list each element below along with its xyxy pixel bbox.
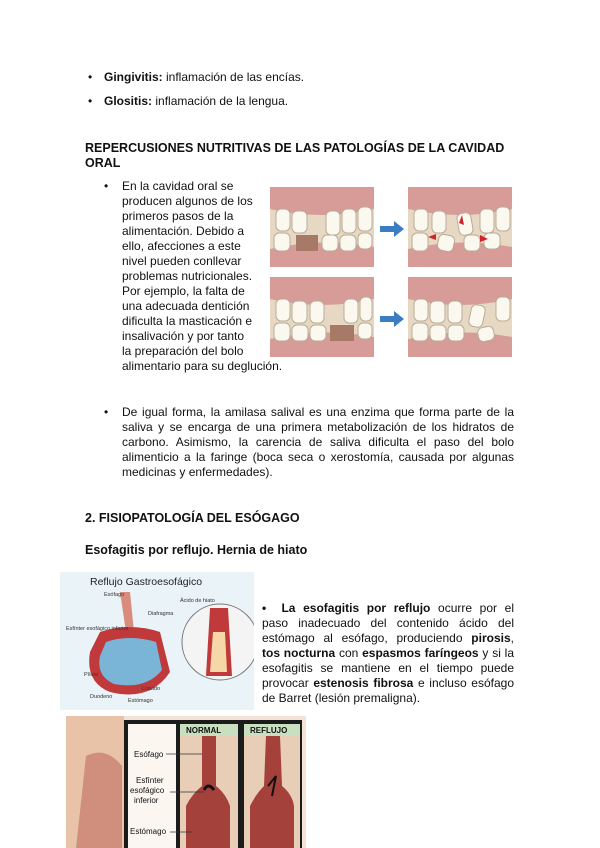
svg-text:REFLUJO: REFLUJO [250,726,288,735]
svg-text:Ácido de hiato: Ácido de hiato [180,598,215,604]
bullet-dot: • [104,405,109,419]
teeth-image-shift [408,187,512,267]
svg-text:Diafragma: Diafragma [148,611,174,617]
svg-text:Esófago: Esófago [134,750,164,759]
paragraph-oral-cavity: En la cavidad oral se producen algunos de los primeros pasos de la alimentación. Debido a ello, afecciones a este nivel pueden conllevar problemas nutricionales. Por ejemplo, la falta de una adecuada dentición dificulta la masticación e insalivación y por tanto la preparación del bolo alimentario para su deglución. [122,179,283,373]
svg-text:Estómago: Estómago [130,827,167,836]
paragraph-salivary-amylase: De igual forma, la amilasa salival es una enzima que forma parte de la saliva y se encarga de una primera metabolización de los hidratos de carbono. Asimismo, la carencia de saliva dificulta el paso del bolo alimenticio a la faringe (boca seca o xerostomía, causada por algunas medicinas y enfermedades). [122,405,514,479]
svg-text:esofágico: esofágico [130,786,165,795]
svg-text:Reflujo Gastroesofágico: Reflujo Gastroesofágico [90,576,203,588]
svg-text:Esfínter esofágico inferior: Esfínter esofágico inferior [66,626,129,632]
svg-text:Píloro: Píloro [84,672,99,678]
section-heading-cont: ORAL [85,156,121,170]
reflux-diagram [60,572,254,710]
paragraph-reflux-esophagitis: • La esofagitis por reflujo ocurre por el paso inadecuado del contenido ácido del estómago al esófago, produciendo pirosis, tos nocturna con espasmos faríngeos y si la esofagitis se mantiene en el tiempo puede provocar estenosis fibrosa e incluso esófago de Barret (lesión premaligna). [262,601,515,705]
svg-text:Duodeno: Duodeno [90,694,113,700]
svg-text:NORMAL: NORMAL [186,726,222,735]
teeth-image-shift-2 [408,277,512,357]
teeth-image-gap-2 [270,277,374,357]
svg-text:Esófago: Esófago [104,592,125,598]
bullet-dot: • [104,179,109,193]
bullet-dot: • [88,94,93,108]
section-heading-esophagus: 2. FISIOPATOLOGÍA DEL ESÓGAGO [85,511,300,525]
normal-vs-reflux-diagram [66,716,306,848]
svg-text:inferior: inferior [134,796,159,805]
section-heading: REPERCUSIONES NUTRITIVAS DE LAS PATOLOGÍAS DE LA CAVIDAD [85,141,505,155]
bullet-dot: • [88,70,93,84]
subheading-reflux: Esofagitis por reflujo. Hernia de hiato [85,543,308,557]
definition-gingivitis: Gingivitis: inflamación de las encías. [104,70,305,84]
svg-text:Esfínter: Esfínter [136,776,164,785]
svg-text:Estómago: Estómago [128,698,153,704]
teeth-image-gap [270,187,374,267]
svg-text:Líquido: Líquido [142,686,161,692]
definition-glositis: Glositis: inflamación de la lengua. [104,94,289,108]
